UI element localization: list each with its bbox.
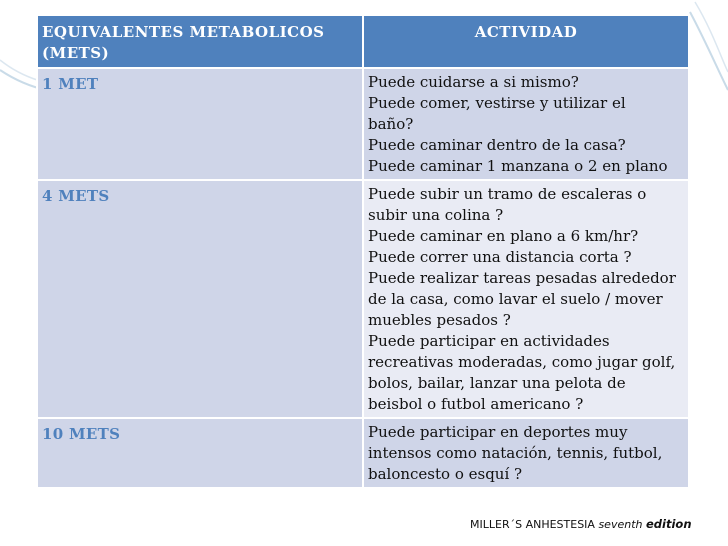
activity-line: baño? (368, 115, 414, 133)
met-value: 1 MET (37, 68, 363, 180)
met-value: 10 METS (37, 418, 363, 488)
activity-line: subir una colina ? (368, 206, 504, 224)
activity-line: intensos como natación, tennis, futbol, (368, 444, 663, 462)
activity-line: Puede participar en actividades (368, 332, 610, 350)
citation-seventh: seventh (598, 518, 643, 531)
met-value: 4 METS (37, 180, 363, 418)
header-actividad: ACTIVIDAD (363, 15, 689, 68)
table-header-row (37, 15, 689, 68)
activity-description (363, 180, 689, 418)
table-row (37, 418, 689, 488)
activity-line: beisbol o futbol americano ? (368, 395, 584, 413)
activity-line: Puede caminar en plano a 6 km/hr? (368, 227, 639, 245)
table-row (37, 180, 689, 418)
source-citation (470, 517, 692, 531)
table-row (37, 68, 689, 180)
activity-line: muebles pesados ? (368, 311, 511, 329)
activity-line: Puede correr una distancia corta ? (368, 248, 632, 266)
activity-line: Puede realizar tareas pesadas alrededor (368, 269, 676, 287)
citation-title: MILLER´S ANHESTESIA (470, 518, 595, 531)
activity-line: Puede cuidarse a si mismo? (368, 73, 579, 91)
citation-edition: edition (646, 517, 692, 531)
activity-line: Puede subir un tramo de escaleras o (368, 185, 647, 203)
header-mets-line1: EQUIVALENTES METABOLICOS (42, 23, 325, 41)
activity-line: Puede caminar 1 manzana o 2 en plano (368, 157, 668, 175)
activity-line: Puede caminar dentro de la casa? (368, 136, 626, 154)
header-mets (37, 15, 363, 68)
header-mets-line2: (METS) (42, 44, 110, 62)
mets-table (36, 14, 690, 489)
activity-line: de la casa, como lavar el suelo / mover (368, 290, 663, 308)
activity-line: recreativas moderadas, como jugar golf, (368, 353, 676, 371)
activity-line: Puede participar en deportes muy (368, 423, 628, 441)
activity-line: baloncesto o esquí ? (368, 465, 523, 483)
activity-description (363, 418, 689, 488)
activity-line: bolos, bailar, lanzar una pelota de (368, 374, 626, 392)
activity-description (363, 68, 689, 180)
activity-line: Puede comer, vestirse y utilizar el (368, 94, 626, 112)
